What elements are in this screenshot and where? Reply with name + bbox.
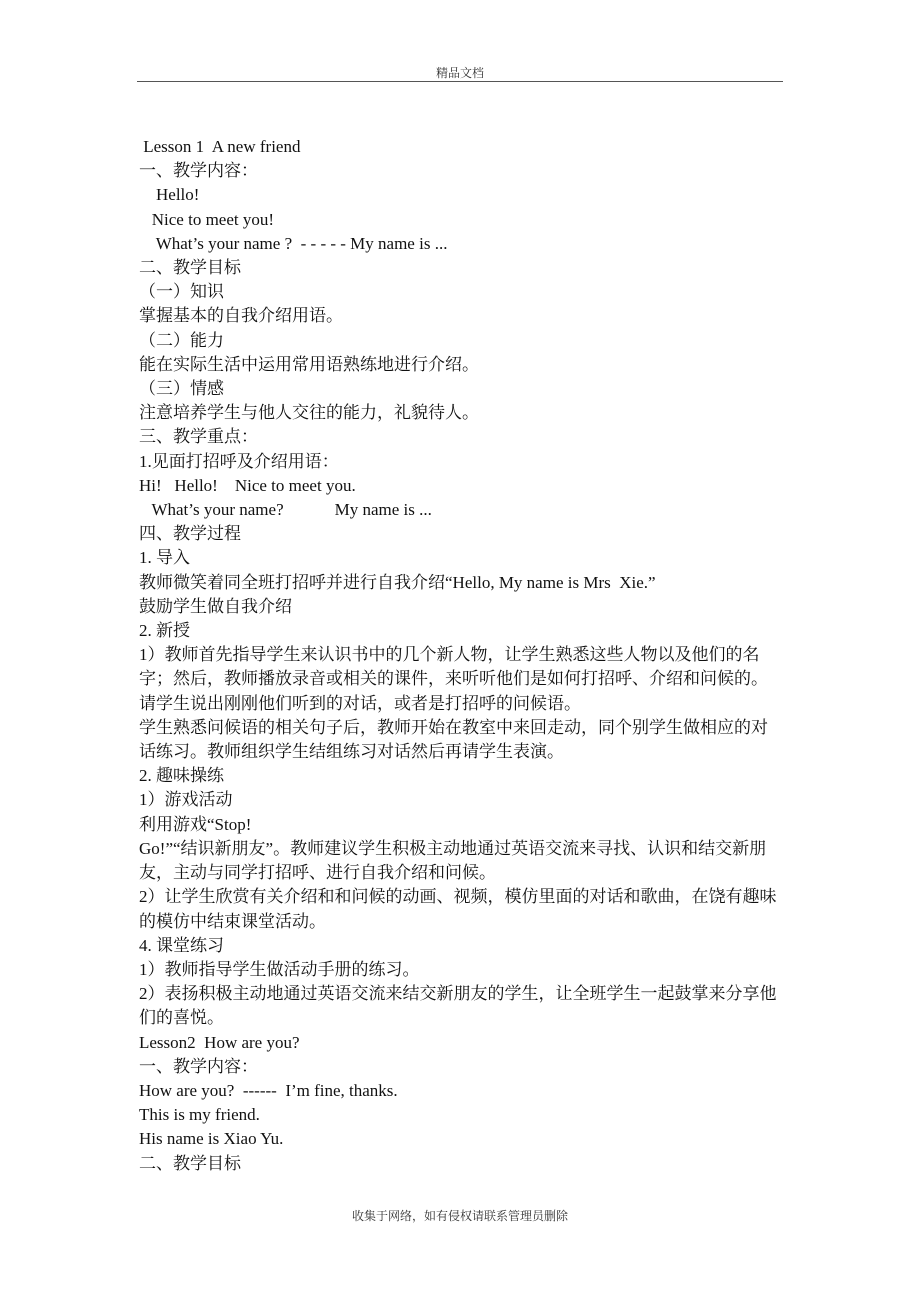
text-line: 能在实际生活中运用常用语熟练地进行介绍。 bbox=[139, 354, 479, 374]
section-heading: 二、教学目标 bbox=[139, 258, 241, 278]
text-line: 利用游戏“Stop! bbox=[139, 814, 252, 834]
text-line: 1）教师指导学生做活动手册的练习。 bbox=[139, 959, 420, 979]
page-footer: 收集于网络，如有侵权请联系管理员删除 bbox=[351, 1209, 568, 1223]
text-line: What’s your name ? - - - - - My name is ... bbox=[139, 233, 448, 253]
section-heading: 一、教学内容： bbox=[139, 1056, 258, 1076]
text-line: This is my friend. bbox=[139, 1105, 260, 1125]
text-line: 1）游戏活动 bbox=[139, 790, 233, 810]
subsection-heading: （二）能力 bbox=[139, 330, 224, 350]
lesson-title: Lesson 1 A new friend bbox=[139, 137, 301, 156]
text-line: What’s your name? My name is ... bbox=[139, 500, 432, 520]
text-line: Hi! Hello! Nice to meet you. bbox=[139, 475, 356, 495]
section-heading: 三、教学重点： bbox=[139, 427, 258, 447]
text-line: 注意培养学生与他人交往的能力，礼貌待人。 bbox=[139, 403, 479, 423]
step-heading: 2. 趣味操练 bbox=[139, 766, 224, 786]
subsection-heading: （一）知识 bbox=[139, 282, 224, 302]
section-heading: 二、教学目标 bbox=[139, 1153, 241, 1173]
section-heading: 四、教学过程 bbox=[139, 524, 241, 544]
text-line: 掌握基本的自我介绍用语。 bbox=[139, 306, 343, 326]
paragraph: 1）教师首先指导学生来认识书中的几个新人物，让学生熟悉这些人物以及他们的名字；然后，教师播放录音或相关的课件，来听听他们是如何打招呼、介绍和问候的。请学生说出刚刚他们听到的对话，或者是打招呼的问候语。 bbox=[139, 645, 768, 713]
section-heading: 一、教学内容： bbox=[139, 161, 258, 181]
text-line: Hello! bbox=[139, 185, 200, 205]
paragraph: 2）表扬积极主动地通过英语交流来结交新朋友的学生，让全班学生一起鼓掌来分享他们的喜悦。 bbox=[139, 984, 777, 1028]
text-line: 教师微笑着同全班打招呼并进行自我介绍“Hello, My name is Mrs Xie.” bbox=[139, 572, 656, 592]
step-heading: 4. 课堂练习 bbox=[139, 935, 224, 955]
text-line: 鼓励学生做自我介绍 bbox=[139, 596, 292, 616]
header-rule bbox=[137, 81, 783, 82]
page-header: 精品文档 bbox=[435, 66, 484, 80]
text-line: Nice to meet you! bbox=[139, 209, 275, 229]
step-heading: 1. 导入 bbox=[139, 548, 190, 568]
step-heading: 2. 新授 bbox=[139, 621, 190, 641]
paragraph: 学生熟悉问候语的相关句子后，教师开始在教室中来回走动，同个别学生做相应的对话练习。教师组织学生结组练习对话然后再请学生表演。 bbox=[139, 717, 768, 762]
paragraph: Go!”“结识新朋友”。教师建议学生积极主动地通过英语交流来寻找、认识和结交新朋友，主动与同学打招呼、进行自我介绍和问候。 bbox=[139, 838, 767, 883]
subsection-heading: （三）情感 bbox=[139, 379, 224, 399]
text-line: His name is Xiao Yu. bbox=[139, 1129, 284, 1149]
text-line: 1.见面打招呼及介绍用语： bbox=[139, 451, 339, 471]
text-line: How are you? ------ I’m fine, thanks. bbox=[139, 1080, 398, 1100]
paragraph: 2）让学生欣赏有关介绍和和问候的动画、视频，模仿里面的对话和歌曲，在饶有趣味的模仿中结束课堂活动。 bbox=[139, 887, 777, 931]
lesson-title: Lesson2 How are you? bbox=[139, 1032, 300, 1052]
document-body bbox=[139, 135, 784, 1176]
